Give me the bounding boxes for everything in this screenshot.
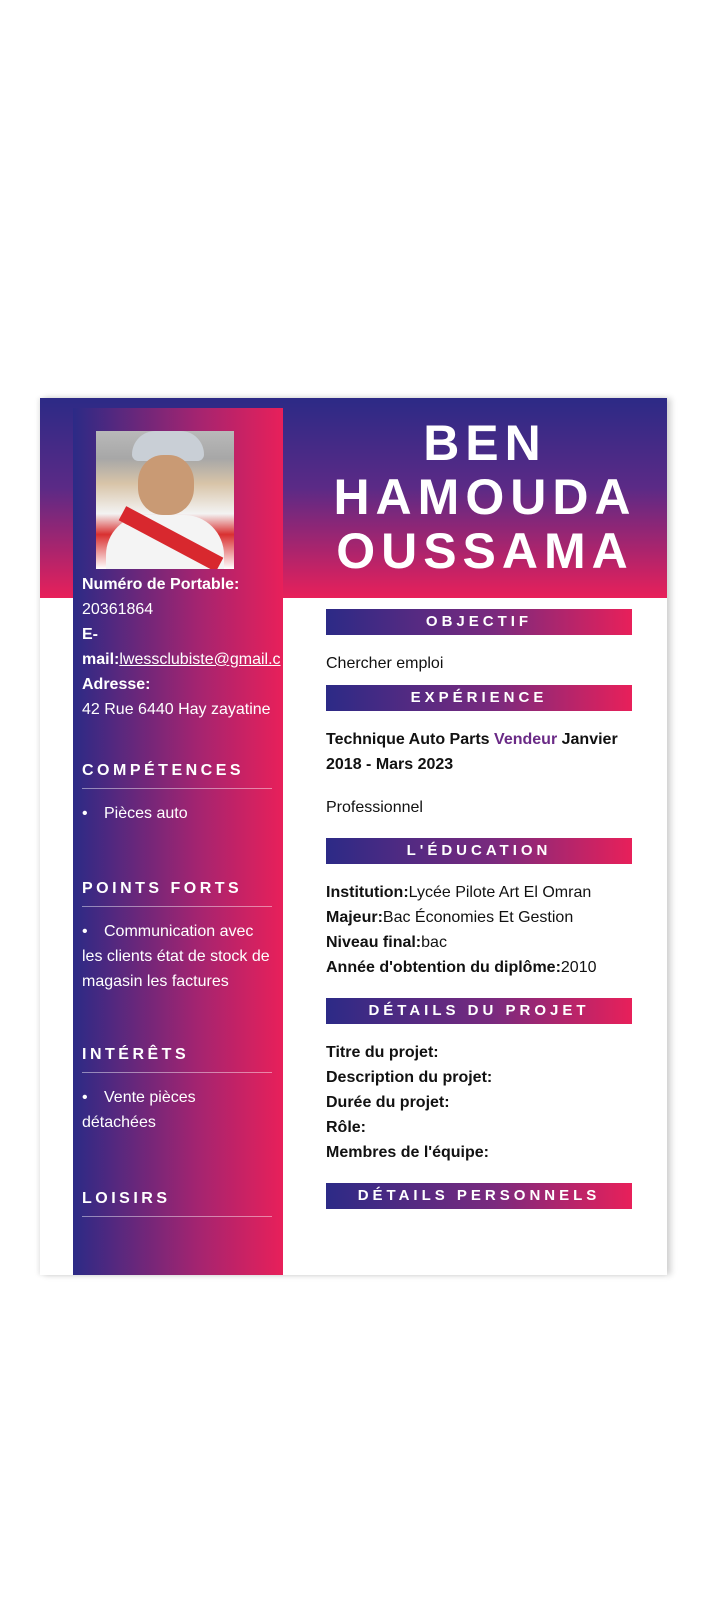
strengths-item: • Communication avec les clients état de stock de magasin les factures xyxy=(82,919,272,994)
address-label: Adresse: xyxy=(82,676,151,693)
project-duration-label: Durée du projet: xyxy=(326,1094,450,1111)
major-label: Majeur: xyxy=(326,909,383,926)
objective-header: OBJECTIF xyxy=(326,609,632,635)
skills-item: • Pièces auto xyxy=(82,801,272,826)
interests-title: INTÉRÊTS xyxy=(82,1046,272,1073)
interests-section xyxy=(82,1046,272,1135)
sidebar xyxy=(73,408,283,1275)
year-value: 2010 xyxy=(560,959,597,976)
major-value: Bac Économies Et Gestion xyxy=(382,909,574,926)
resume-page xyxy=(40,398,667,1275)
experience-header: EXPÉRIENCE xyxy=(326,685,632,711)
skills-title: COMPÉTENCES xyxy=(82,762,272,789)
project-team-label: Membres de l'équipe: xyxy=(326,1144,489,1161)
phone-value: 20361864 xyxy=(82,601,154,618)
address-value: 42 Rue 6440 Hay zayatine xyxy=(82,701,271,718)
level-value: bac xyxy=(421,934,447,951)
project-details xyxy=(326,1040,632,1165)
project-description-label: Description du projet: xyxy=(326,1069,493,1086)
year-label: Année d'obtention du diplôme: xyxy=(326,959,561,976)
experience-entry xyxy=(326,727,632,777)
experience-type: Professionnel xyxy=(326,799,423,816)
name-line-2: HAMOUDA xyxy=(333,469,637,525)
name-line-1: BEN xyxy=(423,415,547,471)
hobbies-title: LOISIRS xyxy=(82,1190,272,1217)
email-label: E- xyxy=(82,626,98,643)
institution-label: Institution: xyxy=(326,884,409,901)
experience-company: Technique Auto Parts xyxy=(326,731,490,748)
skills-section xyxy=(82,762,272,826)
objective-text: Chercher emploi xyxy=(326,655,444,672)
phone-label: Numéro de Portable: xyxy=(82,576,240,593)
education-header: L'ÉDUCATION xyxy=(326,838,632,864)
experience-role: Vendeur xyxy=(494,731,558,748)
level-label: Niveau final: xyxy=(326,934,422,951)
project-title-label: Titre du projet: xyxy=(326,1044,439,1061)
email-label-rest: mail: xyxy=(82,651,120,668)
email-link[interactable]: lwessclubiste@gmail.c xyxy=(119,651,281,668)
strengths-section xyxy=(82,880,272,994)
experience-period: Janvier 2018 - Mars 2023 xyxy=(326,731,618,773)
project-header: DÉTAILS DU PROJET xyxy=(326,998,632,1024)
project-role-label: Rôle: xyxy=(326,1119,366,1136)
full-name xyxy=(320,416,650,578)
strengths-title: POINTS FORTS xyxy=(82,880,272,907)
institution-value: Lycée Pilote Art El Omran xyxy=(408,884,592,901)
personal-header: DÉTAILS PERSONNELS xyxy=(326,1183,632,1209)
name-line-3: OUSSAMA xyxy=(336,523,634,579)
profile-photo xyxy=(96,431,234,569)
education-details xyxy=(326,880,632,980)
interests-item: • Vente pièces détachées xyxy=(82,1085,272,1135)
hobbies-section xyxy=(82,1190,272,1217)
contact-info xyxy=(82,572,282,722)
